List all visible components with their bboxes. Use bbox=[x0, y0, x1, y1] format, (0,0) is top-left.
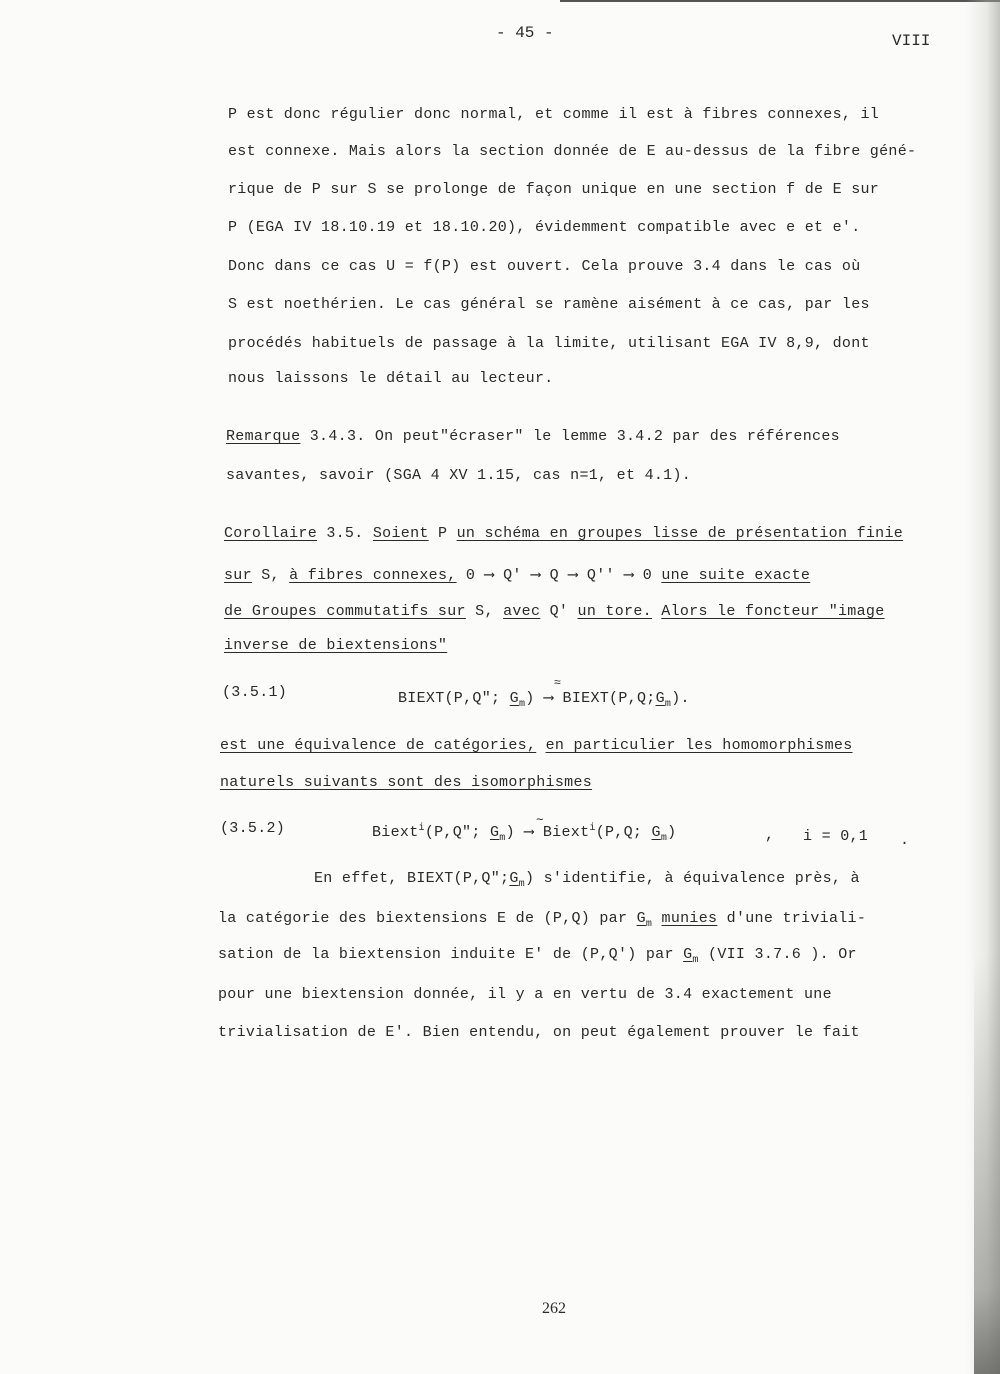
part-number: VIII bbox=[892, 32, 931, 50]
text-line: S est noethérien. Le cas général se ramène aisément à ce cas, par les bbox=[228, 296, 870, 313]
text-span: Soient bbox=[372, 525, 429, 542]
text-span: Q' bbox=[549, 603, 569, 620]
text-span: ) bbox=[505, 824, 515, 841]
text-span: G bbox=[509, 870, 519, 887]
text-line: savantes, savoir (SGA 4 XV 1.15, cas n=1, et 4.1). bbox=[226, 467, 692, 484]
exact-sequence: 0 ⟶ Q' ⟶ Q ⟶ Q'' ⟶ 0 bbox=[465, 567, 653, 584]
corollary-line bbox=[224, 603, 885, 620]
folio-number: 262 bbox=[542, 1300, 566, 1317]
text-span: S, bbox=[475, 603, 494, 620]
text-span: m bbox=[518, 699, 526, 710]
text-line: P (EGA IV 18.10.19 et 18.10.20), évidemment compatible avec e et e'. bbox=[228, 219, 861, 236]
text-line: Donc dans ce cas U = f(P) est ouvert. Cela prouve 3.4 dans le cas où bbox=[228, 258, 861, 275]
equation-dot: . bbox=[900, 832, 910, 849]
text-span: d'une triviali- bbox=[726, 910, 867, 927]
proof-line bbox=[218, 946, 857, 966]
corollary-line bbox=[224, 525, 903, 542]
text-span: à fibres connexes, bbox=[289, 567, 457, 584]
equation-index: i = 0,1 bbox=[803, 828, 869, 845]
text-span: un schéma en groupes lisse de présentation finie bbox=[456, 525, 904, 542]
text-line: nous laissons le détail au lecteur. bbox=[228, 370, 554, 387]
text-span: i bbox=[589, 823, 596, 834]
equation-label: (3.5.1) bbox=[222, 684, 288, 701]
tilde-symbol: ∼ bbox=[536, 813, 544, 827]
equation-label: (3.5.2) bbox=[220, 820, 286, 837]
text-span: sation de la biextension induite E' de (P,Q') par bbox=[218, 946, 674, 963]
corollary-label: Corollaire bbox=[224, 525, 318, 542]
text-span: ). bbox=[671, 690, 690, 707]
text-line: est connexe. Mais alors la section donnée de E au-dessus de la fibre géné- bbox=[228, 143, 917, 160]
text-span: G bbox=[683, 946, 693, 963]
equation-comma: , bbox=[765, 827, 775, 844]
arrow-symbol: ⟶ bbox=[543, 690, 554, 707]
corollary-line bbox=[220, 737, 853, 754]
text-span: m bbox=[518, 879, 525, 890]
text-span: Biext bbox=[372, 824, 419, 841]
text-span: m bbox=[664, 699, 672, 710]
text-span: avec bbox=[503, 603, 541, 620]
proof-line: pour une biextension donnée, il y a en vertu de 3.4 exactement une bbox=[218, 986, 832, 1003]
text-span: m bbox=[692, 955, 699, 966]
text-span: en particulier les homomorphismes bbox=[545, 737, 853, 754]
text-span: G bbox=[651, 824, 661, 841]
equation-3-5-2 bbox=[372, 813, 677, 844]
text-span: ) bbox=[525, 690, 535, 707]
scan-corner-shadow bbox=[974, 954, 1000, 1374]
remark-line bbox=[226, 428, 840, 445]
text-span: (P,Q"; bbox=[424, 824, 481, 841]
text-span: une suite exacte bbox=[661, 567, 811, 584]
corollary-line bbox=[220, 774, 592, 791]
text-span: m bbox=[499, 833, 506, 844]
text-span: P bbox=[437, 525, 448, 542]
text-line: procédés habituels de passage à la limite, utilisant EGA IV 8,9, dont bbox=[228, 335, 870, 352]
top-edge-rule bbox=[560, 0, 1000, 2]
text-span: munies bbox=[661, 910, 718, 927]
arrow-symbol: ⟶ bbox=[524, 824, 534, 841]
text-span: sur bbox=[224, 567, 252, 584]
text-span: G bbox=[489, 824, 500, 841]
corollary-line bbox=[224, 637, 447, 654]
proof-line bbox=[218, 910, 866, 930]
text-span: de Groupes commutatifs sur bbox=[224, 603, 466, 620]
equivalence-arrow bbox=[543, 676, 562, 707]
text-span: (P,Q; bbox=[595, 824, 643, 841]
text-span: inverse de biextensions" bbox=[224, 637, 448, 654]
text-line: rique de P sur S se prolonge de façon unique en une section f de E sur bbox=[228, 181, 880, 198]
text-line: P est donc régulier donc normal, et comme il est à fibres connexes, il bbox=[228, 106, 880, 123]
text-span: la catégorie des biextensions E de (P,Q) par bbox=[218, 910, 628, 927]
text-span: ) s'identifie, à équivalence près, à bbox=[524, 870, 860, 887]
text-span: est une équivalence de catégories, bbox=[220, 737, 537, 754]
remark-number: 3.4.3. bbox=[309, 428, 366, 445]
page-number: - 45 - bbox=[496, 24, 554, 42]
text-span: BIEXT(P,Q"; bbox=[398, 690, 501, 707]
corollary-line bbox=[224, 565, 810, 584]
text-span: m bbox=[660, 833, 668, 844]
text-span: G bbox=[509, 690, 519, 707]
text-span: Alors le foncteur "image bbox=[661, 603, 885, 620]
text-span: BIEXT(P,Q; bbox=[562, 690, 656, 707]
text-span: Biext bbox=[542, 824, 590, 841]
text-span: (VII 3.7.6 ). Or bbox=[708, 946, 857, 963]
text-span: m bbox=[645, 919, 653, 930]
remark-text: On peut"écraser" le lemme 3.4.2 par des références bbox=[374, 428, 840, 445]
text-span: naturels suivants sont des isomorphismes bbox=[220, 774, 593, 791]
text-span: i bbox=[418, 823, 425, 834]
text-span: En effet, BIEXT(P,Q"; bbox=[314, 870, 510, 887]
remark-label: Remarque bbox=[226, 428, 301, 445]
proof-line bbox=[314, 870, 860, 890]
text-span: G bbox=[655, 690, 665, 707]
corollary-number: 3.5. bbox=[326, 525, 364, 542]
text-span: ) bbox=[667, 824, 677, 841]
isomorphism-arrow bbox=[524, 813, 544, 841]
approx-symbol: ≈ bbox=[553, 676, 562, 690]
proof-line: trivialisation de E'. Bien entendu, on peut également prouver le fait bbox=[218, 1024, 860, 1041]
equation-3-5-1 bbox=[398, 676, 690, 710]
text-span: S, bbox=[261, 567, 280, 584]
text-span: un tore. bbox=[577, 603, 652, 620]
text-span: G bbox=[636, 910, 646, 927]
